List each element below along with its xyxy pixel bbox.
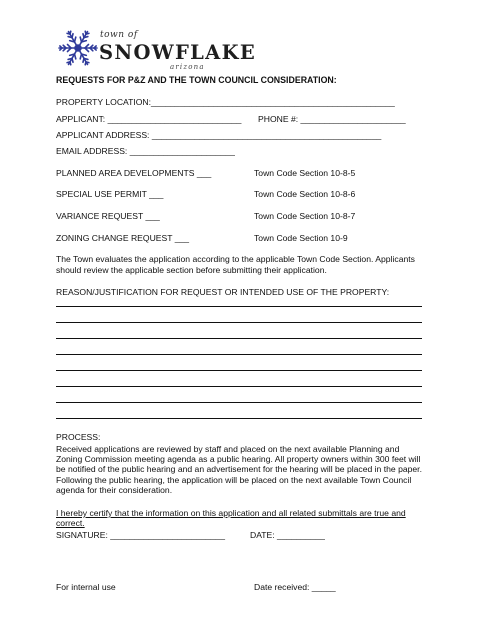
process-title: PROCESS:: [56, 432, 101, 442]
logo-town-of: town of: [100, 30, 138, 40]
certify-statement: I hereby certify that the information on this application and all related submittals are true and correct.: [56, 508, 406, 529]
date-field[interactable]: DATE: __________: [250, 530, 325, 540]
code-section-variance: Town Code Section 10-8-7: [254, 211, 356, 221]
logo-name: SNOWFLAKE: [99, 41, 256, 64]
code-section-zoning-change: Town Code Section 10-9: [254, 233, 348, 243]
reason-line[interactable]: [56, 386, 422, 387]
request-zoning-change[interactable]: ZONING CHANGE REQUEST ___: [56, 233, 190, 243]
reason-line[interactable]: [56, 370, 422, 371]
applicant-address-field[interactable]: APPLICANT ADDRESS: ________________________________________________: [56, 130, 382, 140]
code-section-planned-area: Town Code Section 10-8-5: [254, 168, 356, 178]
reason-label: REASON/JUSTIFICATION FOR REQUEST OR INTENDED USE OF THE PROPERTY:: [56, 287, 390, 297]
town-logo: [56, 26, 256, 82]
reason-line[interactable]: [56, 402, 422, 403]
reason-line[interactable]: [56, 322, 422, 323]
request-planned-area[interactable]: PLANNED AREA DEVELOPMENTS ___: [56, 168, 212, 178]
logo-state: arizona: [170, 63, 205, 71]
code-section-special-use: Town Code Section 10-8-6: [254, 189, 356, 199]
process-text: Received applications are reviewed by staff and placed on the next available Planning and Zoning Commission meeting agenda as a public hearing. All property owners within 300 feet will be notified of the public hearing and an advertisement for the hearing will be placed in the paper. Following the public hearing, the application will be placed on the next available Town Council agenda for their consideration.: [56, 444, 422, 495]
form-heading: REQUESTS FOR P&Z AND THE TOWN COUNCIL CONSIDERATION:: [56, 75, 337, 85]
email-address-field[interactable]: EMAIL ADDRESS: ______________________: [56, 146, 235, 156]
reason-line[interactable]: [56, 338, 422, 339]
date-received-field[interactable]: Date received: _____: [254, 582, 336, 592]
evaluation-text: The Town evaluates the application according to the applicable Town Code Section. Applicants should review the applicable section before submitting their application.: [56, 254, 415, 275]
applicant-field[interactable]: APPLICANT: ____________________________: [56, 114, 242, 124]
reason-line[interactable]: [56, 354, 422, 355]
snowflake-icon: [56, 26, 100, 70]
internal-use-label: For internal use: [56, 582, 116, 592]
property-location-field[interactable]: PROPERTY LOCATION:___________________________________________________: [56, 97, 395, 107]
reason-line[interactable]: [56, 306, 422, 307]
request-variance[interactable]: VARIANCE REQUEST ___: [56, 211, 160, 221]
reason-line[interactable]: [56, 418, 422, 419]
phone-field[interactable]: PHONE #: ______________________: [258, 114, 406, 124]
signature-field[interactable]: SIGNATURE: ________________________: [56, 530, 225, 540]
request-special-use[interactable]: SPECIAL USE PERMIT ___: [56, 189, 164, 199]
